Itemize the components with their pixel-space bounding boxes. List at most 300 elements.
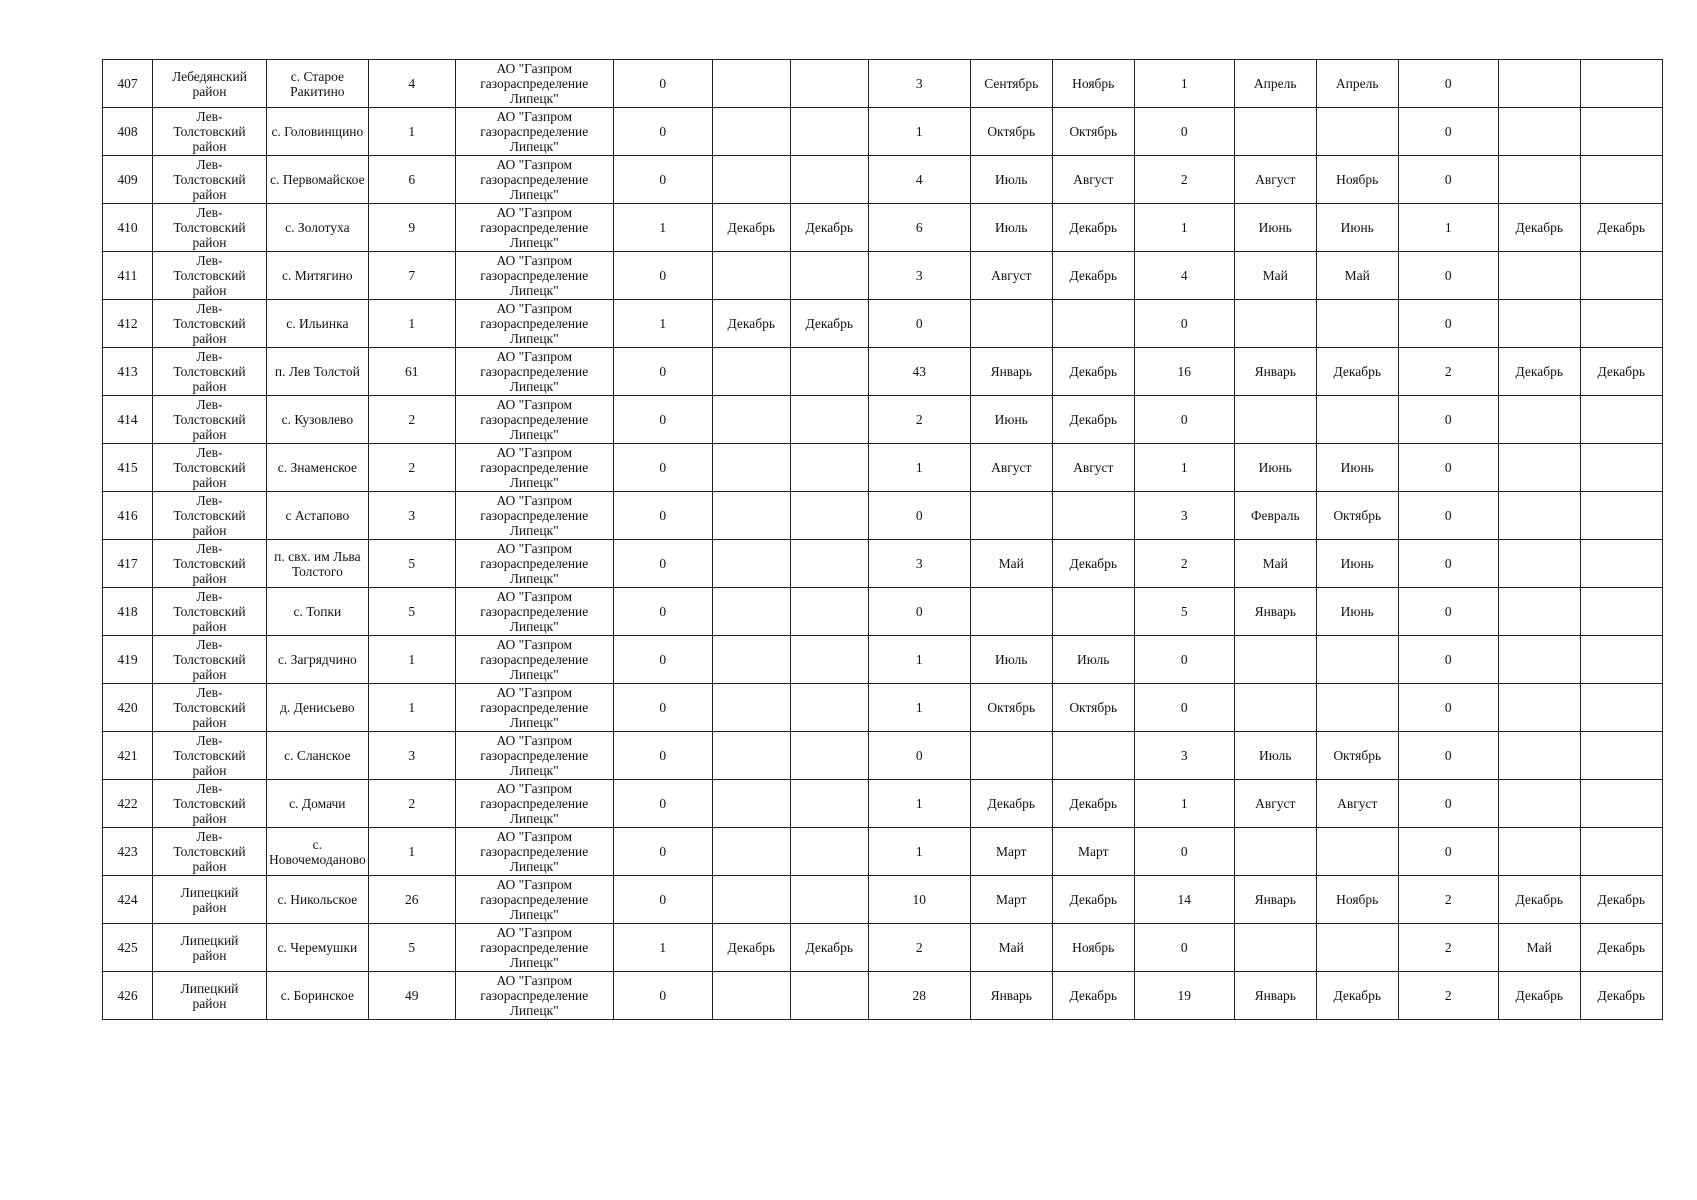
district-cell [153,156,267,204]
group4-start-month-cell [1498,540,1580,588]
group2-start-month-cell [970,300,1052,348]
group2-start-month-cell: Октябрь [970,684,1052,732]
organization-cell [455,972,613,1020]
table-row [103,588,1663,636]
group4-end-month-cell [1580,60,1662,108]
group3-count-cell: 0 [1134,924,1234,972]
group4-start-month-cell [1498,636,1580,684]
group3-start-month-cell: Январь [1234,972,1316,1020]
group3-end-month-cell: Декабрь [1316,348,1398,396]
group2-end-month-cell [1052,732,1134,780]
group2-count-cell: 2 [868,924,970,972]
organization-line: АО "Газпром [496,397,572,412]
table-row [103,156,1663,204]
row-number-cell: 407 [103,60,153,108]
group1-start-month-cell [712,444,790,492]
organization-line: газораспределение [480,508,589,523]
group2-end-month-cell: Октябрь [1052,684,1134,732]
group1-start-month-cell [712,60,790,108]
group2-start-month-cell: Март [970,828,1052,876]
group2-start-month-cell: Май [970,540,1052,588]
group3-end-month-cell: Апрель [1316,60,1398,108]
group1-start-month-cell [712,876,790,924]
group3-start-month-cell [1234,108,1316,156]
group3-end-month-cell: Ноябрь [1316,876,1398,924]
organization-line: Липецк" [509,283,559,298]
district-line: Толстовский [173,604,246,619]
group2-count-cell: 1 [868,828,970,876]
table-row [103,60,1663,108]
group1-start-month-cell [712,732,790,780]
settlement-cell: д. Денисьево [267,684,369,732]
district-line: район [192,235,227,250]
row-number-cell: 425 [103,924,153,972]
table-row [103,924,1663,972]
row-number-cell: 412 [103,300,153,348]
settlement-cell: с. Боринское [267,972,369,1020]
group1-count-cell: 0 [613,780,712,828]
count-cell: 9 [368,204,455,252]
count-cell: 3 [368,732,455,780]
group3-start-month-cell [1234,828,1316,876]
organization-line: газораспределение [480,172,589,187]
district-line: район [192,571,227,586]
row-number-cell: 417 [103,540,153,588]
group3-count-cell: 2 [1134,156,1234,204]
group2-start-month-cell [970,732,1052,780]
group2-end-month-cell: Август [1052,444,1134,492]
group3-count-cell: 3 [1134,732,1234,780]
organization-line: Липецк" [509,1003,559,1018]
group4-count-cell: 1 [1398,204,1498,252]
group1-count-cell: 1 [613,924,712,972]
group3-count-cell: 0 [1134,684,1234,732]
group1-start-month-cell [712,684,790,732]
group3-end-month-cell: Июнь [1316,444,1398,492]
group4-start-month-cell [1498,444,1580,492]
district-line: Лев- [196,589,223,604]
group1-start-month-cell [712,540,790,588]
group2-count-cell: 0 [868,300,970,348]
group3-start-month-cell: Июль [1234,732,1316,780]
district-cell [153,684,267,732]
row-number-cell: 419 [103,636,153,684]
organization-line: газораспределение [480,652,589,667]
organization-line: Липецк" [509,715,559,730]
group4-start-month-cell [1498,588,1580,636]
group4-count-cell: 0 [1398,156,1498,204]
table-row [103,348,1663,396]
organization-cell [455,444,613,492]
count-cell: 1 [368,108,455,156]
group3-start-month-cell: Январь [1234,348,1316,396]
settlement-cell: с. Загрядчино [267,636,369,684]
group2-count-cell: 3 [868,60,970,108]
group2-count-cell: 28 [868,972,970,1020]
group1-count-cell: 0 [613,828,712,876]
table-row [103,540,1663,588]
group4-count-cell: 0 [1398,540,1498,588]
district-line: Лев- [196,253,223,268]
group4-count-cell: 2 [1398,972,1498,1020]
group4-end-month-cell [1580,252,1662,300]
group1-count-cell: 0 [613,252,712,300]
group4-count-cell: 0 [1398,636,1498,684]
group3-end-month-cell: Июнь [1316,204,1398,252]
group4-start-month-cell [1498,780,1580,828]
organization-cell [455,540,613,588]
group3-end-month-cell: Июнь [1316,588,1398,636]
group1-count-cell: 1 [613,204,712,252]
district-line: район [192,331,227,346]
group1-start-month-cell [712,972,790,1020]
organization-line: газораспределение [480,604,589,619]
group3-start-month-cell: Январь [1234,588,1316,636]
group3-start-month-cell: Январь [1234,876,1316,924]
district-line: Толстовский [173,268,246,283]
group2-end-month-cell: Декабрь [1052,972,1134,1020]
district-cell [153,300,267,348]
district-line: район [192,667,227,682]
group4-start-month-cell [1498,492,1580,540]
district-cell [153,828,267,876]
group2-count-cell: 3 [868,540,970,588]
district-line: Лев- [196,109,223,124]
settlement-cell: с. Сланское [267,732,369,780]
group2-end-month-cell: Декабрь [1052,204,1134,252]
settlement-cell: с. Новочемоданово [267,828,369,876]
group1-count-cell: 0 [613,876,712,924]
district-line: Толстовский [173,412,246,427]
district-cell [153,924,267,972]
organization-line: Липецк" [509,379,559,394]
group4-start-month-cell [1498,828,1580,876]
organization-line: газораспределение [480,76,589,91]
group1-count-cell: 0 [613,156,712,204]
district-line: Толстовский [173,172,246,187]
organization-line: Липецк" [509,523,559,538]
group2-start-month-cell: Май [970,924,1052,972]
group1-end-month-cell [790,396,868,444]
organization-cell [455,924,613,972]
district-line: район [192,283,227,298]
organization-cell [455,588,613,636]
group2-count-cell: 4 [868,156,970,204]
district-line: район [192,379,227,394]
table-row [103,780,1663,828]
district-line: район [192,619,227,634]
group3-count-cell: 5 [1134,588,1234,636]
group3-count-cell: 0 [1134,636,1234,684]
organization-line: Липецк" [509,91,559,106]
organization-cell [455,780,613,828]
organization-line: газораспределение [480,556,589,571]
group1-count-cell: 0 [613,684,712,732]
count-cell: 1 [368,300,455,348]
organization-line: газораспределение [480,316,589,331]
group4-count-cell: 0 [1398,780,1498,828]
district-line: Толстовский [173,556,246,571]
group1-count-cell: 0 [613,540,712,588]
group4-start-month-cell [1498,108,1580,156]
district-line: Толстовский [173,844,246,859]
group2-count-cell: 1 [868,684,970,732]
group2-end-month-cell: Ноябрь [1052,60,1134,108]
group2-start-month-cell [970,492,1052,540]
group1-start-month-cell [712,780,790,828]
row-number-cell: 426 [103,972,153,1020]
group1-count-cell: 0 [613,636,712,684]
organization-line: газораспределение [480,460,589,475]
group3-start-month-cell [1234,636,1316,684]
group3-start-month-cell: Август [1234,780,1316,828]
group1-count-cell: 0 [613,396,712,444]
group2-start-month-cell: Август [970,444,1052,492]
group4-count-cell: 2 [1398,924,1498,972]
group1-start-month-cell [712,156,790,204]
district-line: район [192,427,227,442]
district-cell [153,540,267,588]
group4-count-cell: 0 [1398,108,1498,156]
group3-end-month-cell: Октябрь [1316,492,1398,540]
group3-start-month-cell [1234,300,1316,348]
settlement-cell: с Астапово [267,492,369,540]
group3-end-month-cell [1316,300,1398,348]
group3-count-cell: 1 [1134,444,1234,492]
organization-line: АО "Газпром [496,781,572,796]
group3-start-month-cell [1234,924,1316,972]
group4-start-month-cell: Декабрь [1498,348,1580,396]
district-line: район [192,523,227,538]
table-row [103,108,1663,156]
group2-end-month-cell: Декабрь [1052,780,1134,828]
district-line: Лев- [196,685,223,700]
district-line: район [192,899,227,915]
table-row [103,396,1663,444]
row-number-cell: 408 [103,108,153,156]
group1-start-month-cell [712,108,790,156]
group4-count-cell: 2 [1398,876,1498,924]
group2-count-cell: 0 [868,588,970,636]
group4-start-month-cell [1498,156,1580,204]
count-cell: 5 [368,924,455,972]
organization-line: АО "Газпром [496,541,572,556]
group2-start-month-cell: Июль [970,636,1052,684]
organization-line: Липецк" [509,571,559,586]
group4-start-month-cell [1498,732,1580,780]
district-line: Лев- [196,157,223,172]
group2-end-month-cell [1052,588,1134,636]
district-cell [153,780,267,828]
row-number-cell: 420 [103,684,153,732]
district-line: Толстовский [173,316,246,331]
group2-start-month-cell: Август [970,252,1052,300]
group2-start-month-cell: Январь [970,348,1052,396]
district-cell [153,204,267,252]
settlement-cell: с. Кузовлево [267,396,369,444]
group1-end-month-cell [790,444,868,492]
district-line: район [192,995,227,1011]
group4-start-month-cell [1498,396,1580,444]
district-line: район [192,187,227,202]
organization-cell [455,204,613,252]
group3-end-month-cell: Май [1316,252,1398,300]
group4-start-month-cell: Май [1498,924,1580,972]
group4-end-month-cell [1580,540,1662,588]
group4-end-month-cell [1580,444,1662,492]
district-line: район [192,947,227,963]
group4-count-cell: 0 [1398,492,1498,540]
group2-end-month-cell: Декабрь [1052,348,1134,396]
group1-start-month-cell [712,492,790,540]
table-row [103,876,1663,924]
group3-start-month-cell: Апрель [1234,60,1316,108]
table-row [103,828,1663,876]
group1-start-month-cell [712,588,790,636]
group4-end-month-cell [1580,636,1662,684]
district-line: Толстовский [173,220,246,235]
group3-count-cell: 1 [1134,204,1234,252]
group2-count-cell: 0 [868,732,970,780]
group2-start-month-cell: Июль [970,156,1052,204]
group2-start-month-cell: Март [970,876,1052,924]
group3-count-cell: 0 [1134,828,1234,876]
table-row [103,252,1663,300]
count-cell: 4 [368,60,455,108]
count-cell: 5 [368,588,455,636]
group2-count-cell: 1 [868,636,970,684]
group1-end-month-cell [790,636,868,684]
district-line: Липецкий [180,932,239,948]
group4-end-month-cell [1580,108,1662,156]
district-line: Липецкий [180,980,239,996]
organization-cell [455,732,613,780]
district-cell [153,396,267,444]
organization-cell [455,636,613,684]
schedule-table [102,59,1663,1020]
district-cell [153,972,267,1020]
group1-start-month-cell: Декабрь [712,924,790,972]
table-row [103,492,1663,540]
group4-count-cell: 0 [1398,60,1498,108]
group3-count-cell: 14 [1134,876,1234,924]
count-cell: 26 [368,876,455,924]
organization-cell [455,876,613,924]
group3-count-cell: 0 [1134,300,1234,348]
group3-start-month-cell: Февраль [1234,492,1316,540]
count-cell: 3 [368,492,455,540]
group2-end-month-cell: Декабрь [1052,252,1134,300]
district-line: район [192,811,227,826]
district-line: Толстовский [173,124,246,139]
district-cell [153,732,267,780]
group1-end-month-cell [790,780,868,828]
group3-end-month-cell: Октябрь [1316,732,1398,780]
organization-line: Липецк" [509,139,559,154]
group2-start-month-cell: Октябрь [970,108,1052,156]
group2-count-cell: 2 [868,396,970,444]
count-cell: 2 [368,780,455,828]
row-number-cell: 411 [103,252,153,300]
district-line: Лев- [196,637,223,652]
organization-line: газораспределение [480,940,589,955]
district-line: Лев- [196,493,223,508]
group2-count-cell: 1 [868,780,970,828]
group3-count-cell: 0 [1134,396,1234,444]
organization-line: АО "Газпром [496,349,572,364]
organization-line: АО "Газпром [496,733,572,748]
group1-start-month-cell [712,636,790,684]
group3-count-cell: 16 [1134,348,1234,396]
group3-count-cell: 0 [1134,108,1234,156]
district-line: Лев- [196,349,223,364]
settlement-cell: с. Ильинка [267,300,369,348]
group4-end-month-cell: Декабрь [1580,348,1662,396]
group4-count-cell: 2 [1398,348,1498,396]
district-line: Лев- [196,733,223,748]
organization-line: АО "Газпром [496,205,572,220]
district-cell [153,108,267,156]
group2-count-cell: 3 [868,252,970,300]
group2-start-month-cell [970,588,1052,636]
count-cell: 2 [368,444,455,492]
count-cell: 6 [368,156,455,204]
group1-end-month-cell [790,588,868,636]
group4-count-cell: 0 [1398,396,1498,444]
group3-start-month-cell [1234,396,1316,444]
group2-end-month-cell: Декабрь [1052,540,1134,588]
organization-cell [455,492,613,540]
organization-line: Липецк" [509,667,559,682]
group3-start-month-cell: Май [1234,540,1316,588]
group1-end-month-cell [790,252,868,300]
group4-start-month-cell: Декабрь [1498,876,1580,924]
group4-end-month-cell [1580,156,1662,204]
organization-line: АО "Газпром [496,589,572,604]
district-line: Толстовский [173,508,246,523]
group2-end-month-cell [1052,300,1134,348]
group1-end-month-cell: Декабрь [790,924,868,972]
group2-end-month-cell: Март [1052,828,1134,876]
district-cell [153,636,267,684]
organization-line: газораспределение [480,796,589,811]
group1-end-month-cell [790,732,868,780]
group4-end-month-cell [1580,492,1662,540]
group1-count-cell: 0 [613,732,712,780]
group4-end-month-cell: Декабрь [1580,924,1662,972]
district-line: Лев- [196,301,223,316]
group1-end-month-cell [790,540,868,588]
organization-line: Липецк" [509,955,559,970]
group2-end-month-cell: Декабрь [1052,876,1134,924]
settlement-cell: с. Золотуха [267,204,369,252]
organization-line: газораспределение [480,988,589,1003]
group2-end-month-cell: Октябрь [1052,108,1134,156]
district-line: район [192,475,227,490]
table-row [103,444,1663,492]
organization-line: газораспределение [480,268,589,283]
group3-end-month-cell: Август [1316,780,1398,828]
group3-start-month-cell: Июнь [1234,204,1316,252]
group4-end-month-cell: Декабрь [1580,876,1662,924]
count-cell: 61 [368,348,455,396]
group1-start-month-cell [712,828,790,876]
group2-start-month-cell: Декабрь [970,780,1052,828]
group1-end-month-cell [790,492,868,540]
organization-line: Липецк" [509,763,559,778]
group4-start-month-cell [1498,300,1580,348]
organization-cell [455,828,613,876]
